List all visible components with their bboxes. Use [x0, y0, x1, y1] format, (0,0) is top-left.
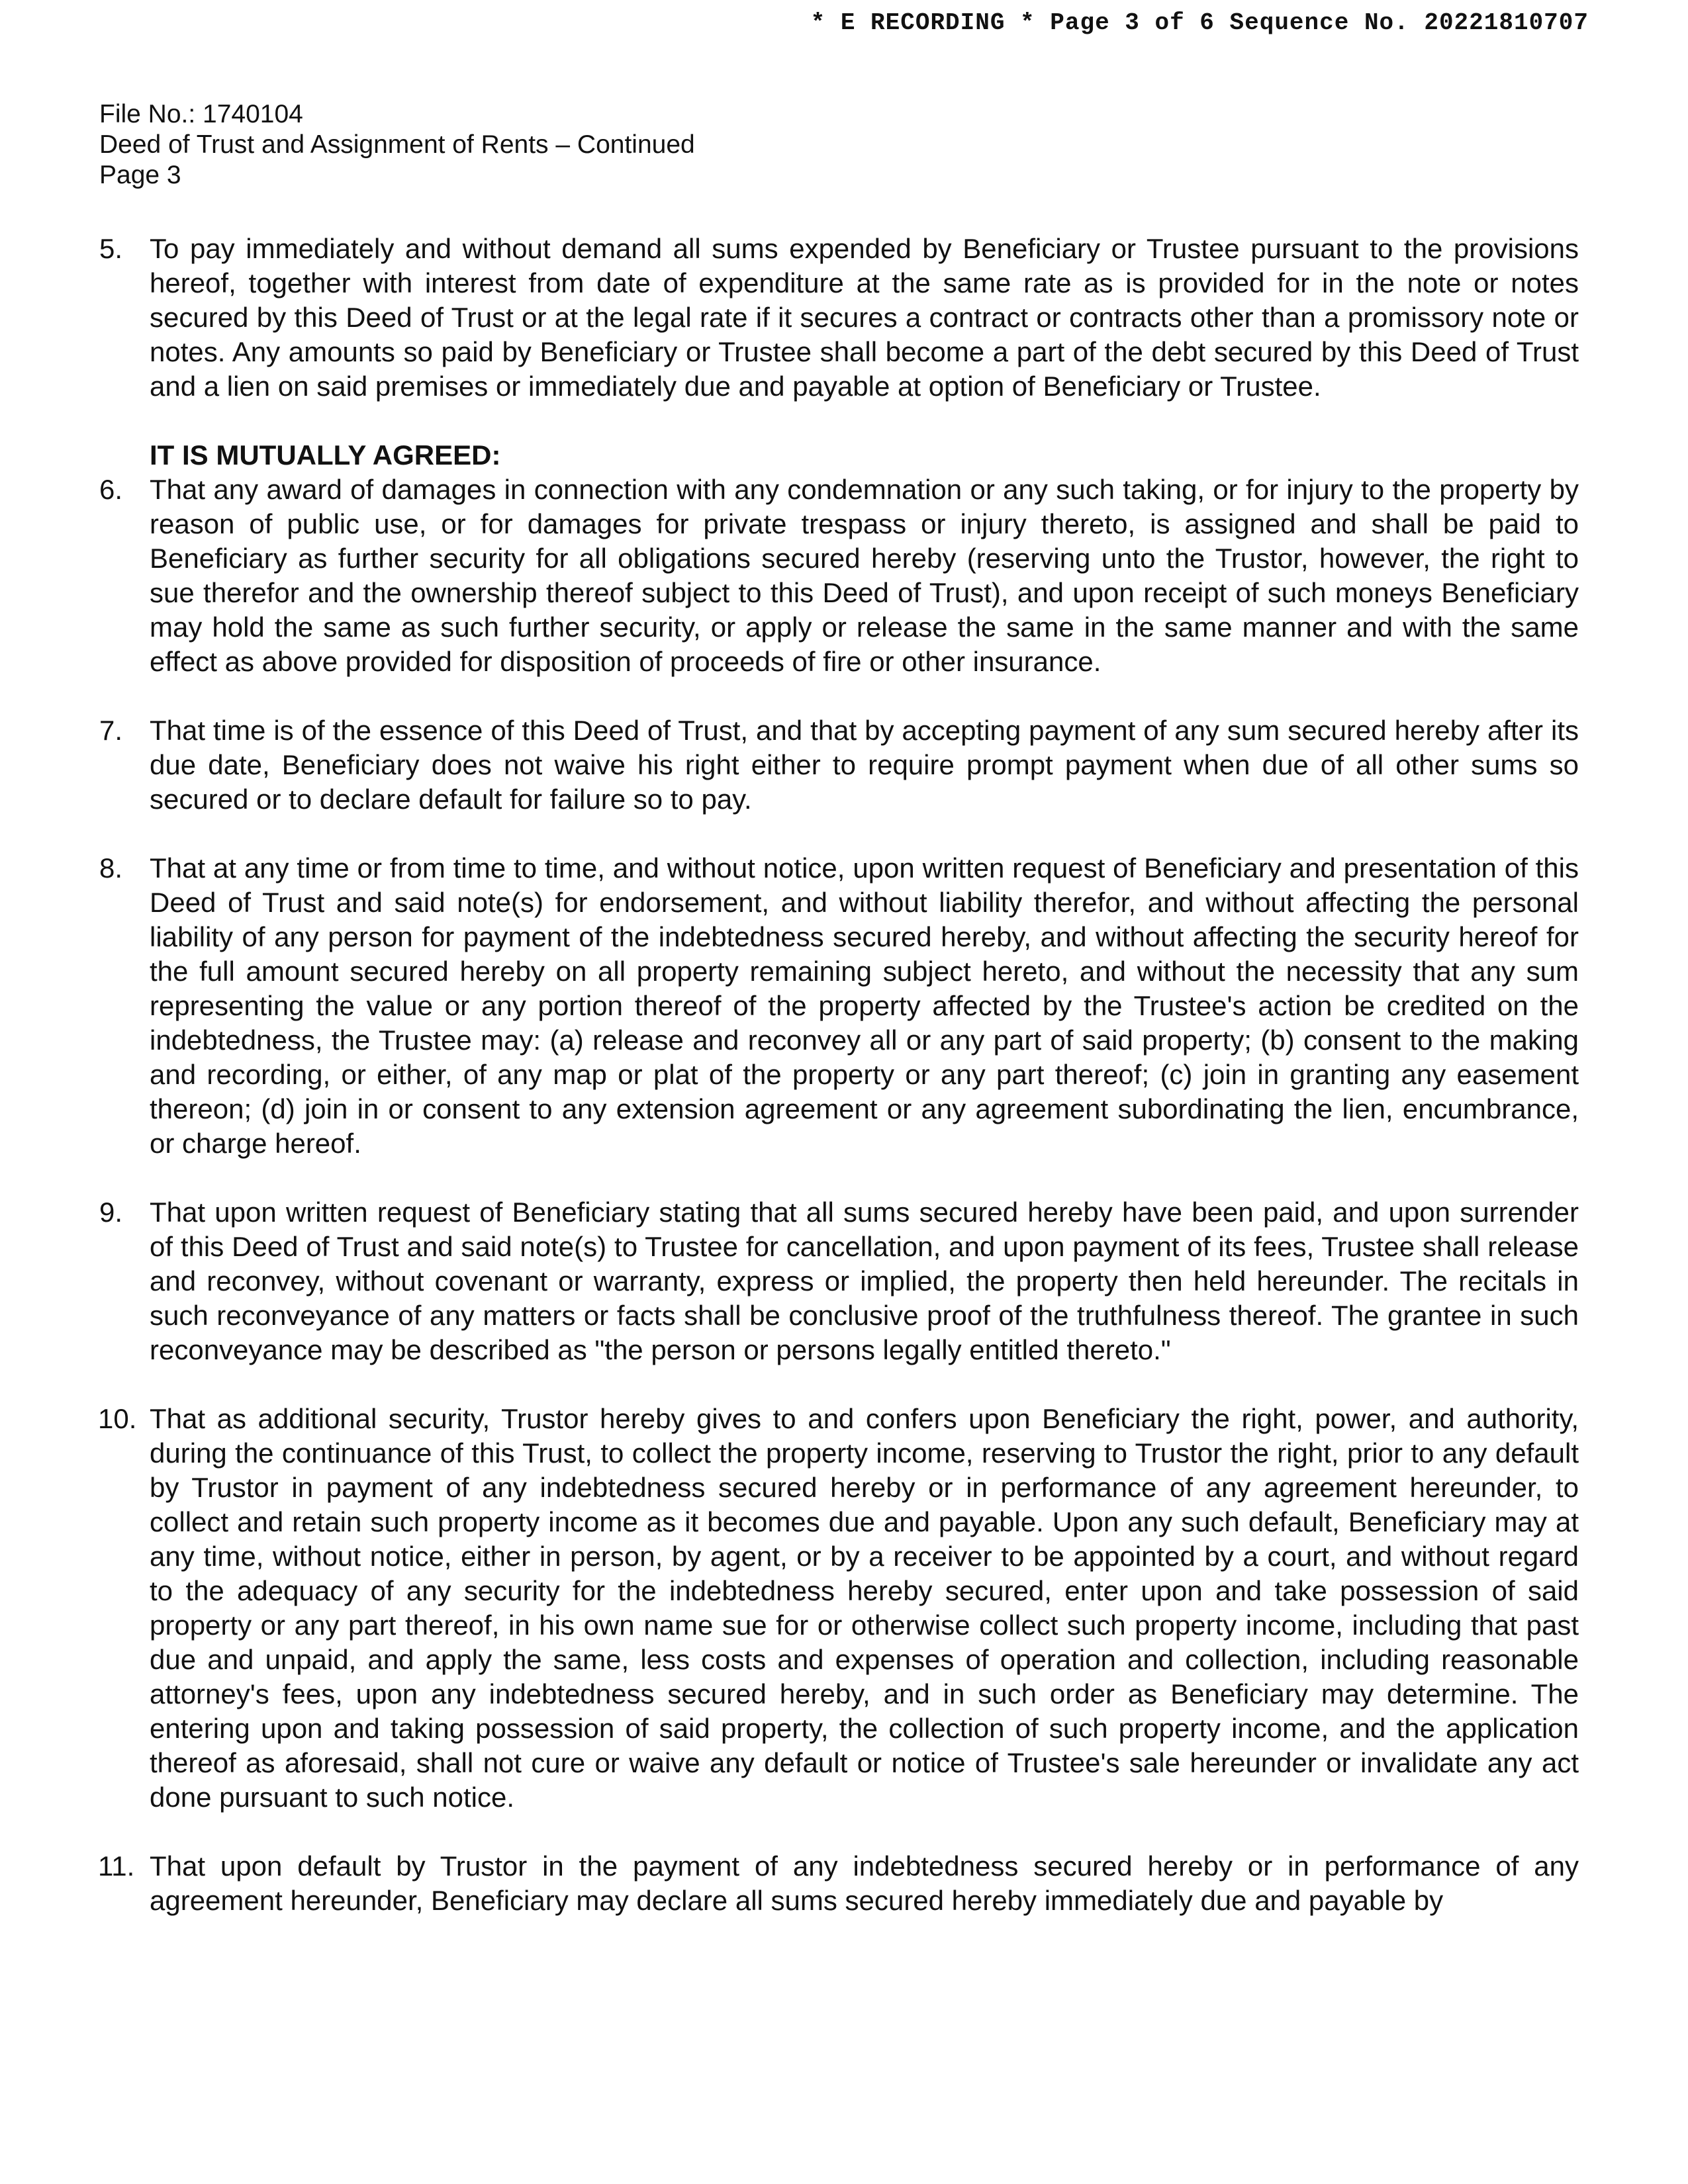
paragraph-text: That time is of the essence of this Deed of Trust, and that by accepting payment of any sum secured hereby after its due date, Beneficiary does not waive his right either to require prompt payment when due of all other sums so secured or to declare default for failure so to pay.: [150, 715, 1579, 815]
paragraph-text: That upon written request of Beneficiary stating that all sums secured hereby have been paid, and upon surrender of this Deed of Trust and said note(s) to Trustee for cancellation, and upon payment of its fees, Trustee shall release and reconvey, without covenant or warranty, express or implied, the property then held hereunder. The recitals in such reconveyance of any matters or facts shall be conclusive proof of the truthfulness thereof. The grantee in such reconveyance may be described as "the person or persons legally entitled thereto.": [150, 1197, 1579, 1365]
paragraph-number: 6.: [99, 474, 123, 505]
section-heading: IT IS MUTUALLY AGREED:: [150, 439, 501, 471]
paragraph-text: That upon default by Trustor in the payment of any indebtedness secured hereby or in performance of any agreement hereunder, Beneficiary may declare all sums secured hereby immediately due and payable by: [150, 1850, 1579, 1916]
paragraph-5: [99, 232, 1579, 404]
document-header: [99, 99, 695, 191]
paragraph-number: 7.: [99, 715, 123, 746]
paragraph-11: [99, 1849, 1579, 1918]
paragraph-6: [99, 473, 1579, 679]
paragraph-number: 11.: [98, 1850, 135, 1882]
paragraph-text: That any award of damages in connection with any condemnation or any such taking, or for injury to the property by reason of public use, or for damages for private trespass or injury thereto, is assigned and shall be paid to Beneficiary as further security for all obligations secured hereby (reserving unto the Trustor, however, the right to sue therefor and the ownership thereof subject to this Deed of Trust), and upon receipt of such moneys Beneficiary may hold the same as such further security, or apply or release the same in the same manner and with the same effect as above provided for disposition of proceeds of fire or other insurance.: [150, 474, 1579, 677]
paragraph-number: 5.: [99, 233, 123, 264]
document-body: [99, 232, 1579, 1918]
paragraph-text: That as additional security, Trustor hereby gives to and confers upon Beneficiary the right, power, and authority, during the continuance of this Trust, to collect the property income, reserving to Trustor the right, prior to any default by Trustor in payment of any indebtedness secured hereby or in performance of any agreement hereunder, to collect and retain such property income as it becomes due and payable. Upon any such default, Beneficiary may at any time, without notice, either in person, by agent, or by a receiver to be appointed by a court, and without regard to the adequacy of any security for the indebtedness hereby secured, enter upon and take possession of said property or any part thereof, in his own name sue for or otherwise collect such property income, including that past due and unpaid, and apply the same, less costs and expenses of operation and collection, including reasonable attorney's fees, upon any indebtedness secured hereby, and in such order as Beneficiary may determine. The entering upon and taking possession of said property, the collection of such property income, and the application thereof as aforesaid, shall not cure or waive any default or notice of Trustee's sale hereunder or invalidate any act done pursuant to such notice.: [150, 1403, 1579, 1813]
paragraph-number: 8.: [99, 852, 123, 884]
file-number: File No.: 1740104: [99, 100, 303, 128]
paragraph-text: That at any time or from time to time, and without notice, upon written request of Beneficiary and presentation of this Deed of Trust and said note(s) for endorsement, and without liability therefor, and without affecting the personal liability of any person for payment of the indebtedness secured hereby, and without affecting the security hereof for the full amount secured hereby on all property remaining subject hereto, and without the necessity that any sum representing the value or any portion thereof of the property affected by the Trustee's action be credited on the indebtedness, the Trustee may: (a) release and reconvey all or any part of said property; (b) consent to the making and recording, or either, of any map or plat of the property or any part thereof; (c) join in granting any easement thereon; (d) join in or consent to any extension agreement or any agreement subordinating the lien, encumbrance, or charge hereof.: [150, 852, 1579, 1159]
document-title: Deed of Trust and Assignment of Rents – Continued: [99, 130, 695, 159]
recording-stamp-header: * E RECORDING * Page 3 of 6 Sequence No. 20221810707: [810, 9, 1589, 36]
paragraph-9: [99, 1195, 1579, 1367]
paragraph-10: [99, 1402, 1579, 1815]
paragraph-number: 9.: [99, 1197, 123, 1228]
paragraph-7: [99, 713, 1579, 817]
paragraph-8: [99, 851, 1579, 1161]
page-label: Page 3: [99, 161, 181, 189]
paragraph-number: 10.: [98, 1403, 137, 1434]
paragraph-text: To pay immediately and without demand all sums expended by Beneficiary or Trustee pursuant to the provisions hereof, together with interest from date of expenditure at the same rate as is provided for in the note or notes secured by this Deed of Trust or at the legal rate if it secures a contract or contracts other than a promissory note or notes. Any amounts so paid by Beneficiary or Trustee shall become a part of the debt secured by this Deed of Trust and a lien on said premises or immediately due and payable at option of Beneficiary or Trustee.: [150, 233, 1579, 402]
